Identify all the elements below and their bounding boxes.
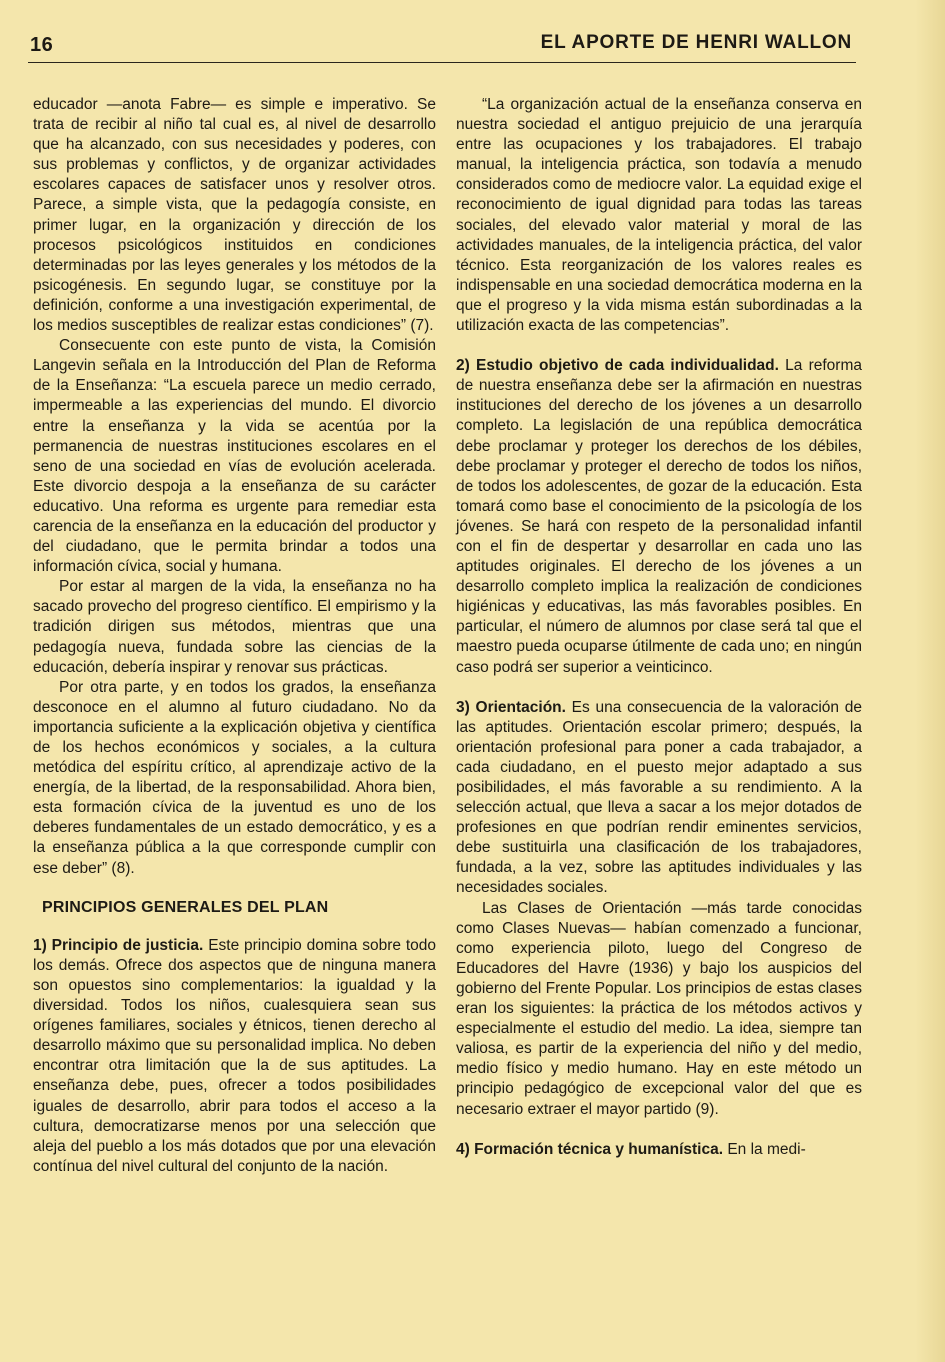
page-number: 16	[30, 34, 54, 56]
page-header	[28, 28, 856, 63]
section-orientacion	[456, 698, 862, 899]
paragraph-comision-langevin: Consecuente con este punto de vista, la Comisión Langevin señala en la Introducción del Plan de Reforma de la Enseñanza: “La escuela parece un medio cerrado, impermeable a las experiencias del mundo. El divorcio entre la enseñanza y la vida se acentúa por la permanencia de nuestras instituciones escolares en el seno de una sociedad en vías de evolución acelerada. Este divorcio despoja a la enseñanza de su carácter educativo. Una reforma es urgente para remediar esta carencia de la enseñanza en la educación del productor y del ciudadano, que le permita brindar a todos una información cívica, social y humana.	[33, 337, 436, 576]
section-title-estudio: 2) Estudio objetivo de cada individualidad.	[456, 357, 779, 375]
section-text-justicia: Este principio domina sobre todo los demás. Ofrece dos aspectos que de ninguna manera son opuestos sino complementarios: la igualdad y la diversidad. Todos los niños, cualesquiera sean sus orígenes familiares, sociales y étnicos, tienen derecho al desarrollo máximo que su personalidad implica. No deben encontrar otra limitación que la de sus aptitudes. La enseñanza debe, pues, ofrecer a todos posibilidades iguales de desarrollo, abrir para todos el acceso a la cultura, democratizarse menos por una selección que aleja del pueblo a los más dotados que por una elevación contínua del nivel cultural del conjunto de la nación.	[33, 936, 436, 1175]
running-title: EL APORTE DE HENRI WALLON	[540, 32, 852, 53]
section-title-orientacion: 3) Orientación.	[456, 698, 566, 716]
paragraph-margen-vida: Por estar al margen de la vida, la enseñanza no ha sacado provecho del progreso científico. El empirismo y la tradición dirigen sus métodos, mientras que una pedagogía nueva, fundada sobre las ciencias de la educación, debería inspirar y renovar sus prácticas.	[33, 578, 436, 676]
section-title-formacion: 4) Formación técnica y humanística.	[456, 1140, 724, 1158]
paragraph-futuro-ciudadano: Por otra parte, y en todos los grados, la enseñanza desconoce en el alumno al futuro ciudadano. No da importancia suficiente a la explicación objetiva y científica de los hechos económicos y sociales, a la cultura metódica del espíritu crítico, al aprendizaje activo de la energía, de la libertad, de la responsabilidad. Ahora bien, esta formación cívica de la juventud es uno de los deberes fundamentales de un estado democrático, y es a la enseñanza pública a la que corresponde cumplir con ese deber” (8).	[33, 678, 436, 877]
right-column	[456, 95, 862, 1160]
page-edge-shadow	[915, 0, 945, 1362]
section-formacion-tecnica	[456, 1140, 862, 1160]
section-heading: PRINCIPIOS GENERALES DEL PLAN	[42, 898, 329, 916]
section-principio-justicia	[33, 936, 436, 1177]
paragraph-organizacion-actual: “La organización actual de la enseñanza conserva en nuestra sociedad el antiguo prejuicio de una jerarquía entre las ocupaciones y los trabajadores. El trabajo manual, la inteligencia práctica, son todavía a menudo considerados como de mediocre valor. La equidad exige el reconocimiento de igual dignidad para todas las tareas sociales, del elevado valor material y moral de las actividades manuales, de la inteligencia práctica, del valor técnico. Esta reorganización de los valores reales es indispensable en una sociedad democrática moderna en la que el progreso y la vida misma están subordinadas a la utilización exacta de las competencias”.	[456, 96, 862, 335]
paragraph-clases-orientacion: Las Clases de Orientación —más tarde conocidas como Clases Nuevas— habían comenzado a funcionar, como experiencia piloto, luego del Congreso de Educadores del Havre (1936) y bajo los auspicios del gobierno del Frente Popular. Los principios de estas clases eran los siguientes: la práctica de los métodos activos y especialmente el estudio del medio. La idea, siempre tan valiosa, es partir de la experiencia del niño y del medio, medio físico y medio humano. Hay en este método un principio pedagógico de excepcional valor del que es necesario extraer el mayor partido (9).	[456, 899, 862, 1118]
section-title-justicia: 1) Principio de justicia.	[33, 936, 204, 954]
left-column	[33, 95, 436, 1177]
section-text-formacion: En la medi-	[723, 1140, 806, 1158]
section-text-orientacion: Es una consecuencia de la valoración de las aptitudes. Orientación escolar primero; después, la orientación profesional para poner a cada trabajador, a cada ciudadano, en el puesto mejor adaptado a sus posibilidades, el más favorable a su rendimiento. A la selección actual, que lleva a sacar a los mejor dotados de profesiones en que podrían rendir eminentes servicios, debe sustituirla una clasificación de los trabajadores, fundada, a la vez, sobre las aptitudes individuales y las necesidades sociales.	[456, 698, 862, 897]
section-estudio-objetivo	[456, 356, 862, 678]
section-text-estudio: La reforma de nuestra enseñanza debe ser la afirmación en nuestras instituciones del derecho de los jóvenes a un desarrollo completo. La legislación de una república democrática debe proclamar y proteger los derechos de los débiles, debe proclamar y proteger el derecho de todos los niños, de todos los adolescentes, de gozar de la educación. Esta tomará como base el conocimiento de la psicología de los jóvenes. Se hará con respeto de la personalidad infantil con el fin de despertar y desarrollar en cada uno las aptitudes originales. El derecho de los jóvenes a un desarrollo completo implica la realización de condiciones higiénicas y educativas, las más favorables posibles. En particular, el número de alumnos por clase será tal que el maestro pueda ocuparse útilmente de cada uno; en ningún caso podrá ser superior a veinticinco.	[456, 357, 862, 676]
paragraph-fabre-quote: educador —anota Fabre— es simple e imperativo. Se trata de recibir al niño tal cual es, al nivel de desarrollo que ha alcanzado, con sus necesidades y poderes, con sus problemas y conflictos, y de organizar actividades escolares capaces de satisfacer unos y resolver otros. Parece, a simple vista, que la pedagogía consiste, en primer lugar, en la organización y dirección de los procesos psicológicos instituidos en condiciones determinadas por las leyes generales y los métodos de la psicogénesis. En segundo lugar, se constituye por la definición, conforme a una investigación experimental, de los medios susceptibles de realizar estas condiciones” (7).	[33, 96, 436, 335]
